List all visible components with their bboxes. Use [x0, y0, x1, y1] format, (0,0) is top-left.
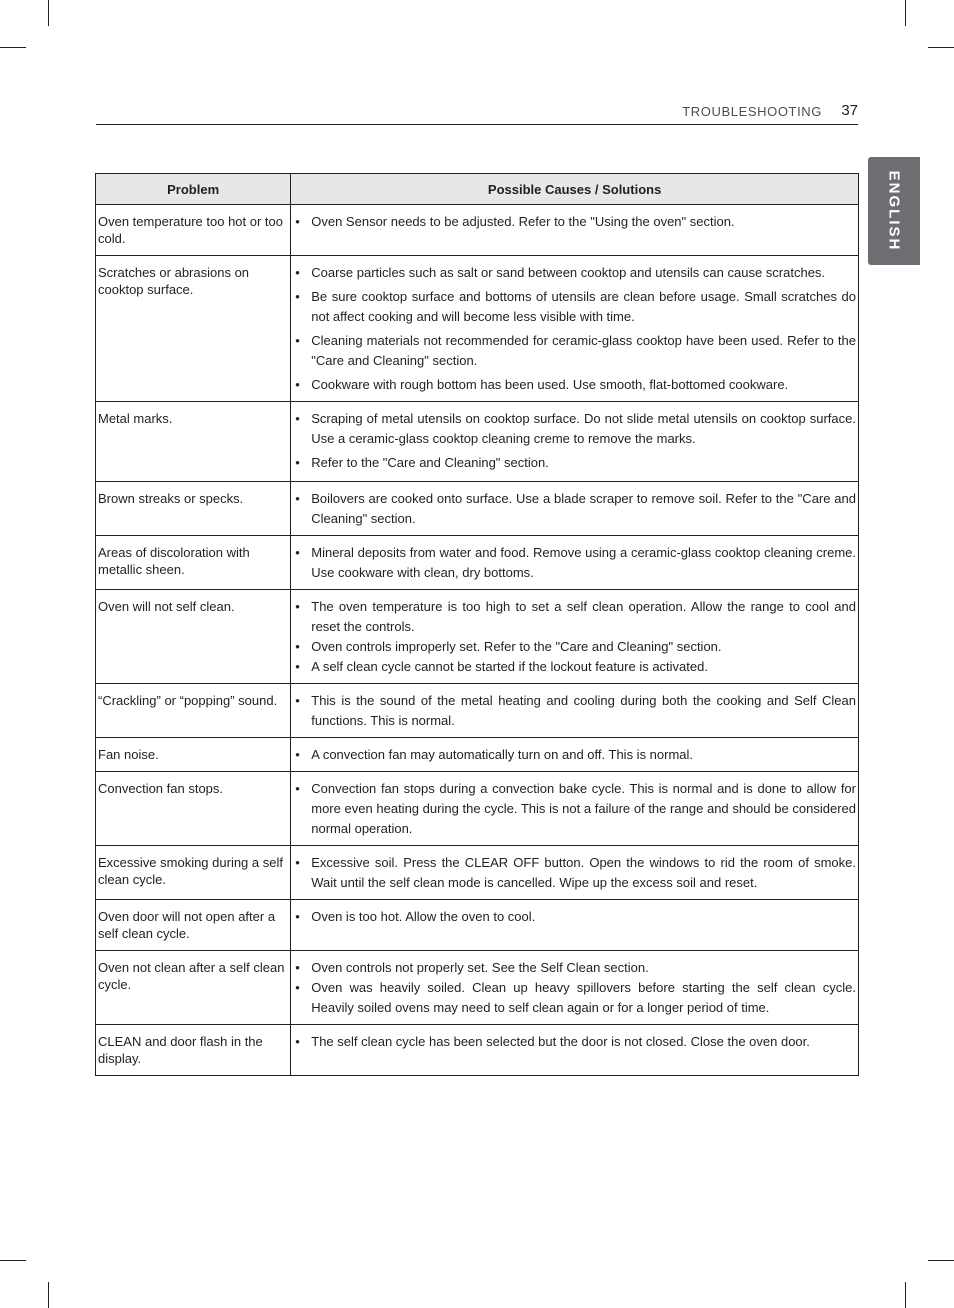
causes-cell	[291, 846, 859, 900]
cause-text: Oven is too hot. Allow the oven to cool.	[311, 909, 536, 924]
cause-text: Mineral deposits from water and food. Remove using a ceramic-glass cooktop cleaning creme. Use cookware with clean, dry bottoms.	[311, 545, 856, 580]
cause-item	[293, 853, 856, 893]
cause-item	[293, 597, 856, 637]
crop-mark	[48, 0, 49, 26]
cause-item	[293, 489, 856, 529]
cause-text: Refer to the "Care and Cleaning" section.	[311, 455, 549, 470]
bullet-icon: •	[295, 214, 300, 229]
cause-text: Oven controls improperly set. Refer to the "Care and Cleaning" section.	[311, 639, 722, 654]
problem-cell: CLEAN and door flash in the display.	[96, 1025, 291, 1076]
cause-text: Excessive soil. Press the CLEAR OFF button. Open the windows to rid the room of smoke. Wait until the self clean mode is cancelled. Wipe up the excess soil and reset.	[311, 855, 856, 890]
crop-mark	[928, 1260, 954, 1261]
table-row	[96, 951, 859, 1025]
causes-cell	[291, 738, 859, 772]
cause-item	[293, 779, 856, 839]
cause-item	[293, 287, 856, 327]
cause-text: Be sure cooktop surface and bottoms of utensils are clean before usage. Small scratches do not affect cooking and will become less visible with time.	[311, 289, 856, 324]
bullet-icon: •	[295, 659, 300, 674]
cause-item	[293, 1032, 856, 1052]
cause-item	[293, 375, 856, 395]
cause-text: This is the sound of the metal heating and cooling during both the cooking and Self Clean functions. This is normal.	[311, 693, 856, 728]
cause-item	[293, 745, 856, 765]
causes-cell	[291, 205, 859, 256]
bullet-icon: •	[295, 599, 300, 614]
table-row	[96, 1025, 859, 1076]
problem-cell: “Crackling” or “popping” sound.	[96, 684, 291, 738]
bullet-icon: •	[295, 289, 300, 304]
problem-cell: Metal marks.	[96, 402, 291, 482]
bullet-icon: •	[295, 960, 300, 975]
cause-item	[293, 691, 856, 731]
bullet-icon: •	[295, 747, 300, 762]
problem-cell: Oven door will not open after a self clean cycle.	[96, 900, 291, 951]
cause-item	[293, 212, 856, 232]
causes-cell	[291, 900, 859, 951]
cause-item	[293, 657, 856, 677]
troubleshooting-table	[95, 173, 859, 1076]
cause-text: Oven controls not properly set. See the Self Clean section.	[311, 960, 649, 975]
table-row	[96, 482, 859, 536]
table-row	[96, 738, 859, 772]
cause-text: Cookware with rough bottom has been used. Use smooth, flat-bottomed cookware.	[311, 377, 789, 392]
cause-item	[293, 263, 856, 283]
table-row	[96, 772, 859, 846]
problem-cell: Oven will not self clean.	[96, 590, 291, 684]
causes-cell	[291, 772, 859, 846]
cause-item	[293, 543, 856, 583]
cause-item	[293, 958, 856, 978]
table-header-row	[96, 174, 859, 205]
column-header-causes: Possible Causes / Solutions	[291, 174, 859, 205]
table-row	[96, 402, 859, 482]
crop-mark	[905, 1282, 906, 1308]
cause-item	[293, 409, 856, 449]
bullet-icon: •	[295, 980, 300, 995]
bullet-icon: •	[295, 909, 300, 924]
table-row	[96, 205, 859, 256]
cause-item	[293, 453, 856, 473]
crop-mark	[48, 1282, 49, 1308]
language-tab-label: ENGLISH	[885, 170, 903, 252]
causes-cell	[291, 684, 859, 738]
crop-mark	[928, 47, 954, 48]
cause-text: A convection fan may automatically turn on and off. This is normal.	[311, 747, 694, 762]
problem-cell: Fan noise.	[96, 738, 291, 772]
problem-cell: Areas of discoloration with metallic sheen.	[96, 536, 291, 590]
cause-text: The self clean cycle has been selected but the door is not closed. Close the oven door.	[311, 1034, 810, 1049]
page-header	[96, 100, 858, 125]
cause-text: Boilovers are cooked onto surface. Use a blade scraper to remove soil. Refer to the "Care and Cleaning" section.	[311, 491, 856, 526]
table-row	[96, 684, 859, 738]
bullet-icon: •	[295, 855, 300, 870]
section-title: TROUBLESHOOTING	[682, 104, 822, 119]
cause-item	[293, 978, 856, 1018]
table-row	[96, 256, 859, 402]
cause-text: Coarse particles such as salt or sand between cooktop and utensils can cause scratches.	[311, 265, 826, 280]
bullet-icon: •	[295, 265, 300, 280]
cause-item	[293, 637, 856, 657]
bullet-icon: •	[295, 455, 300, 470]
table-row	[96, 846, 859, 900]
cause-text: The oven temperature is too high to set a self clean operation. Allow the range to cool and reset the controls.	[311, 599, 856, 634]
cause-text: A self clean cycle cannot be started if the lockout feature is activated.	[311, 659, 708, 674]
table-row	[96, 900, 859, 951]
bullet-icon: •	[295, 639, 300, 654]
causes-cell	[291, 951, 859, 1025]
cause-text: Convection fan stops during a convection bake cycle. This is normal and is done to allow for more even heating during the cycle. This is not a failure of the range and should be considered normal operation.	[311, 781, 856, 836]
table-body	[96, 205, 859, 1076]
bullet-icon: •	[295, 693, 300, 708]
crop-mark	[905, 0, 906, 26]
bullet-icon: •	[295, 781, 300, 796]
page-number: 37	[841, 102, 858, 119]
problem-cell: Excessive smoking during a self clean cycle.	[96, 846, 291, 900]
table-row	[96, 536, 859, 590]
problem-cell: Brown streaks or specks.	[96, 482, 291, 536]
cause-item	[293, 331, 856, 371]
column-header-problem: Problem	[96, 174, 291, 205]
problem-cell: Convection fan stops.	[96, 772, 291, 846]
causes-cell	[291, 482, 859, 536]
causes-cell	[291, 402, 859, 482]
causes-cell	[291, 256, 859, 402]
cause-text: Scraping of metal utensils on cooktop surface. Do not slide metal utensils on cooktop surface. Use a ceramic-glass cooktop cleaning creme to remove the marks.	[311, 411, 856, 446]
cause-text: Oven Sensor needs to be adjusted. Refer to the "Using the oven" section.	[311, 214, 735, 229]
bullet-icon: •	[295, 411, 300, 426]
causes-cell	[291, 536, 859, 590]
cause-text: Cleaning materials not recommended for ceramic-glass cooktop have been used. Refer to the "Care and Cleaning" section.	[311, 333, 856, 368]
bullet-icon: •	[295, 545, 300, 560]
problem-cell: Oven temperature too hot or too cold.	[96, 205, 291, 256]
bullet-icon: •	[295, 377, 300, 392]
cause-item	[293, 907, 856, 927]
crop-mark	[0, 1260, 26, 1261]
table-row	[96, 590, 859, 684]
causes-cell	[291, 1025, 859, 1076]
problem-cell: Oven not clean after a self clean cycle.	[96, 951, 291, 1025]
bullet-icon: •	[295, 491, 300, 506]
bullet-icon: •	[295, 1034, 300, 1049]
causes-cell	[291, 590, 859, 684]
problem-cell: Scratches or abrasions on cooktop surface.	[96, 256, 291, 402]
cause-text: Oven was heavily soiled. Clean up heavy spillovers before starting the self clean cycle. Heavily soiled ovens may need to self clean again or for a longer period of time.	[311, 980, 856, 1015]
language-tab	[868, 157, 920, 265]
crop-mark	[0, 47, 26, 48]
bullet-icon: •	[295, 333, 300, 348]
